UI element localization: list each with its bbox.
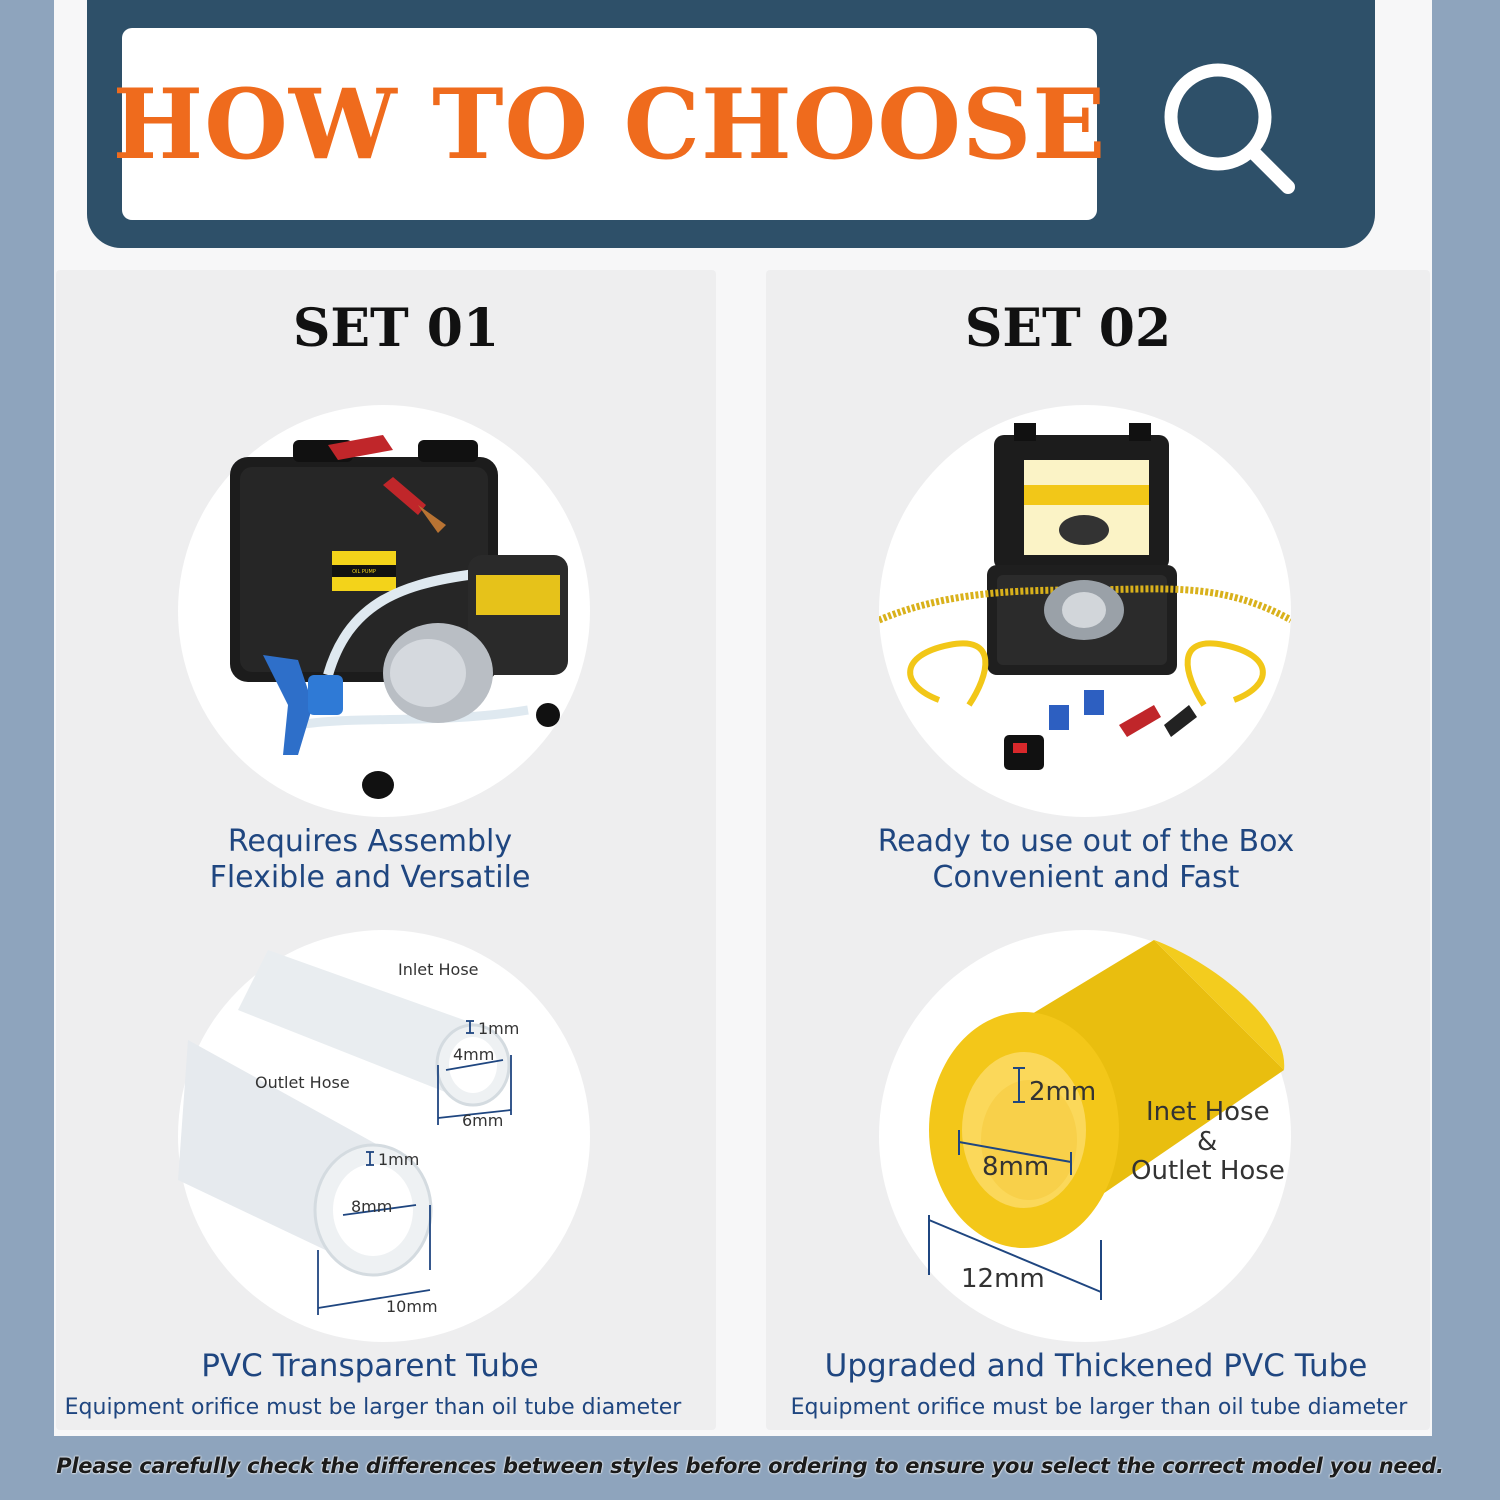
set-02-hose-label-1: Inet Hose <box>1146 1097 1270 1127</box>
set-02-tube-note: Equipment orifice must be larger than oil tube diameter <box>790 1395 1408 1420</box>
set-01-outlet-inner: 8mm <box>351 1197 393 1216</box>
set-02-tube-title: Upgraded and Thickened PVC Tube <box>824 1348 1368 1384</box>
set-02-title: SET 02 <box>964 298 1172 359</box>
set-01-inlet-label: Inlet Hose <box>398 960 479 979</box>
set-02-outer: 12mm <box>961 1264 1045 1294</box>
set-02-hose-label-2: & <box>1197 1127 1218 1157</box>
set-01-tube-diagram <box>178 930 590 1342</box>
set-02-tube-diagram <box>879 930 1291 1342</box>
set-01-outlet-label: Outlet Hose <box>255 1073 350 1092</box>
set-01-product-image <box>178 405 590 817</box>
set-02-product-image <box>879 405 1291 817</box>
set-01-tube-note: Equipment orifice must be larger than oil tube diameter <box>64 1395 682 1420</box>
set-02-hose-label-3: Outlet Hose <box>1131 1156 1285 1186</box>
set-01-outlet-wall: 1mm <box>378 1150 420 1169</box>
set-01-outlet-outer: 10mm <box>386 1297 438 1316</box>
set-01-feature-line-2: Flexible and Versatile <box>209 860 531 895</box>
header-title-box <box>112 28 1107 220</box>
set-01-feature-line-1: Requires Assembly <box>227 824 513 859</box>
set-01-inlet-outer: 6mm <box>462 1111 504 1130</box>
set-01-case-label: OIL PUMP <box>352 569 376 575</box>
set-02-feature-line-1: Ready to use out of the Box <box>877 824 1295 859</box>
set-01-title: SET 01 <box>292 298 500 359</box>
search-icon <box>1156 55 1301 200</box>
set-02-wall: 2mm <box>1029 1077 1097 1107</box>
set-02-feature-line-2: Convenient and Fast <box>932 860 1240 895</box>
set-01-inlet-inner: 4mm <box>453 1045 495 1064</box>
set-01-inlet-wall: 1mm <box>478 1019 520 1038</box>
page-title: HOW TO CHOOSE <box>112 67 1107 181</box>
set-02-inner: 8mm <box>982 1152 1050 1182</box>
footer-note: Please carefully check the differences between styles before ordering to ensure you select the correct model you need. <box>56 1454 1444 1478</box>
set-01-tube-title: PVC Transparent Tube <box>201 1348 539 1384</box>
